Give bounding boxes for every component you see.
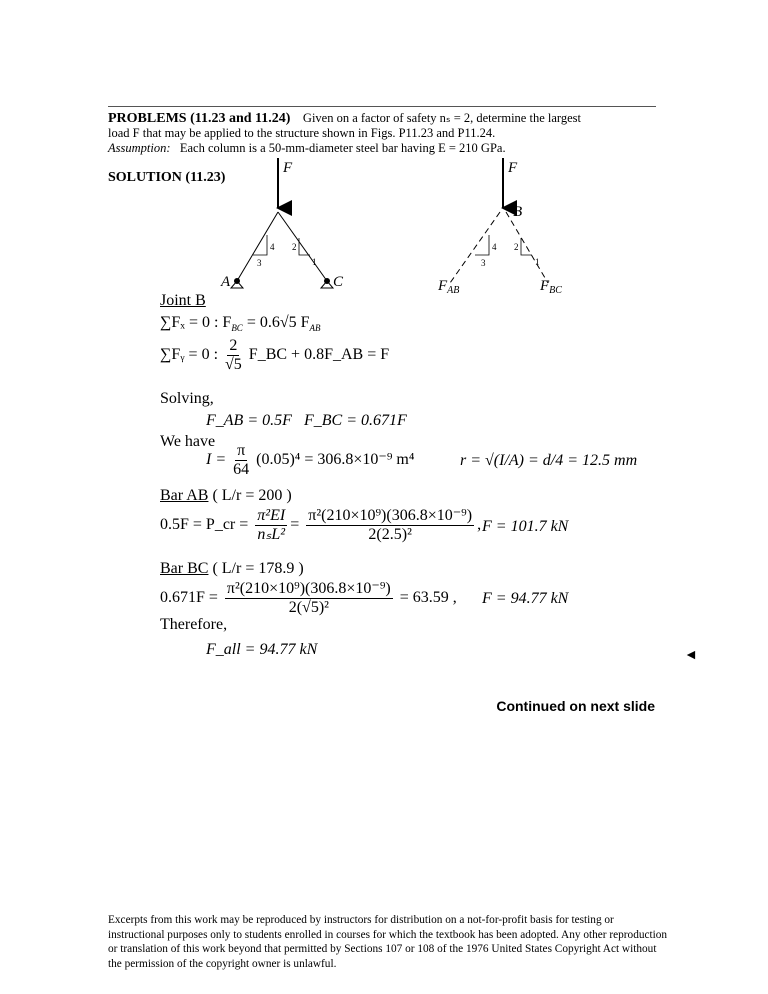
joint-b-heading: Joint B [160, 292, 206, 309]
sum-fx-equation: ∑Fₓ = 0 : $F_{BC} = 0.6√5$ $F_{AB}$ [160, 314, 321, 334]
svg-text:4: 4 [492, 242, 497, 252]
bar-bc [278, 212, 327, 281]
svg-text:4: 4 [270, 242, 275, 252]
inertia-equation: I = $\frac{\pi}{64}$ (0.05)⁴ = 306.8×10⁻⁹ m⁴ [206, 442, 415, 478]
assumption-label: Assumption: [108, 141, 171, 155]
assumption-text: Each column is a 50-mm-diameter steel bar having E = 210 GPa. [179, 141, 506, 155]
problem-line-2: load F that may be applied to the structure shown in Figs. P11.23 and P11.24. [108, 126, 496, 140]
solution-title: SOLUTION (11.23) [108, 170, 226, 185]
svg-text:F: F [508, 160, 518, 176]
f-bc-result: F_BC = 0.671F [304, 412, 407, 429]
sum-fy-equation: ∑Fᵧ = 0 : $\frac{2}{√5}$ F_BC + 0.8F_AB = F [160, 337, 390, 373]
load-label: F [283, 160, 293, 176]
solving-label: Solving, [160, 390, 214, 407]
end-marker-icon: ◄ [684, 648, 698, 663]
label-a: A [221, 274, 231, 290]
bar-ab-equation: 0.5F = P_cr = $\frac{\text{π²EI}}{\text{nₛL²}}$ = $\frac{\text{π²(210×10⁹)(306.8×10⁻⁹)}}{\text{2(2.5)²}}$ , [160, 507, 482, 543]
problem-line-1 [108, 110, 581, 127]
f-ab-result: F_AB = 0.5F [206, 412, 292, 429]
allowable-load-result: F_all = 94.77 kN [206, 641, 318, 658]
free-body-diagram [437, 158, 562, 295]
svg-text:2: 2 [514, 242, 519, 252]
bar-bc-result: F = 94.77 kN [482, 590, 569, 607]
bar-ab-result: F = 101.7 kN [482, 518, 569, 535]
svg-text:1: 1 [535, 257, 540, 267]
radius-gyration-equation: r = √(I/A) = d/4 = 12.5 mm [460, 452, 638, 469]
label-c: C [333, 274, 344, 290]
truss-figure [0, 150, 768, 295]
copyright-footer: Excerpts from this work may be reproduced by instructors for distribution on a not-for-profit basis for testing or instructional purposes only to students enrolled in courses for which the textbook has been adopted. Any other reproduction or translation of this work beyond that permitted by Sections 107 or 108 of the 1976 United States Copyright Act without the permission of the copyright owner is unlawful. [108, 914, 668, 970]
svg-text:1: 1 [312, 257, 317, 267]
bar-bc-equation: 0.671F = $\frac{\text{π²(210×10⁹)(306.8×10⁻⁹)}}{\text{2(√5)²}}$ = 63.59 , [160, 580, 457, 616]
header-rule [108, 106, 656, 107]
continued-link: Continued on next slide [496, 698, 655, 714]
problem-title: PROBLEMS (11.23 and 11.24) [108, 111, 291, 126]
svg-text:FBC: $F_{BC}$ [540, 278, 562, 295]
structure-diagram [220, 158, 344, 290]
svg-text:2: 2 [292, 242, 297, 252]
bar-ab-heading: Bar AB ( L/r = 200 ) [160, 487, 292, 504]
svg-text:FAB: $F_{AB}$ [438, 278, 460, 295]
svg-text:3: 3 [257, 258, 262, 268]
therefore-label: Therefore, [160, 616, 228, 633]
svg-text:3: 3 [481, 258, 486, 268]
bar-bc-heading: Bar BC ( L/r = 178.9 ) [160, 560, 304, 577]
label-b: B [513, 204, 523, 220]
problem-statement: Given on a factor of safety nₛ = 2, determine the largest [302, 111, 581, 125]
we-have-label: We have [160, 433, 216, 450]
